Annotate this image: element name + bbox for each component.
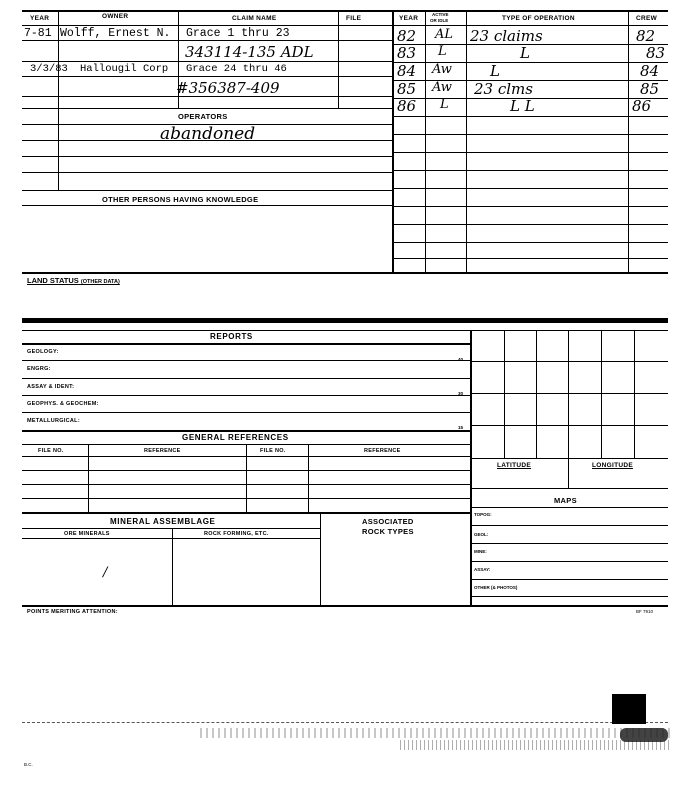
rock-types-label: ROCK TYPES xyxy=(362,527,414,536)
activity-row-4-status: Aw xyxy=(432,80,452,95)
activity-row-1-status: AL xyxy=(435,27,454,42)
scan-block xyxy=(612,694,646,724)
reports-num-40: 40 xyxy=(458,357,464,362)
activity-row-3-status: Aw xyxy=(432,62,452,77)
claim-row-3-year: 3/3/83 xyxy=(30,63,68,75)
other-persons-label: OTHER PERSONS HAVING KNOWLEDGE xyxy=(102,195,259,204)
ref-file-no-2: FILE NO. xyxy=(260,448,286,454)
report-geology: GEOLOGY: xyxy=(27,349,59,355)
activity-year-header: YEAR xyxy=(399,15,419,22)
activity-row-2-crew: 83 xyxy=(646,44,666,62)
activity-row-2-status: L xyxy=(438,44,447,59)
longitude-label: LONGITUDE xyxy=(592,462,633,469)
operators-note: abandoned xyxy=(160,124,256,144)
report-geophys: GEOPHYS. & GEOCHEM: xyxy=(27,401,99,407)
report-assay: ASSAY & IDENT: xyxy=(27,384,75,390)
col-year-header: YEAR xyxy=(30,15,50,22)
land-status-label xyxy=(27,276,120,285)
ref-reference-2: REFERENCE xyxy=(364,448,401,454)
col-owner-header: OWNER xyxy=(102,13,129,20)
report-engrg: ENGRG: xyxy=(27,366,51,372)
divider-band xyxy=(22,318,668,323)
activity-row-3-year: 84 xyxy=(397,62,417,80)
activity-row-1-crew: 82 xyxy=(636,27,656,45)
ref-reference-1: REFERENCE xyxy=(144,448,181,454)
ref-file-no-1: FILE NO. xyxy=(38,448,64,454)
activity-row-4-operation: 23 clms xyxy=(474,80,533,98)
claim-row-4-claim: #356387-409 xyxy=(176,79,280,97)
latitude-label: LATITUDE xyxy=(497,462,532,469)
activity-row-5-operation: L L xyxy=(510,97,535,115)
activity-row-2-year: 83 xyxy=(397,44,417,62)
activity-operation-header: TYPE OF OPERATION xyxy=(502,15,575,22)
reports-num-15: 15 xyxy=(458,425,464,430)
activity-row-5-year: 86 xyxy=(397,97,417,115)
activity-row-3-operation: L xyxy=(490,62,500,80)
claim-row-1-owner: Wolff, Ernest N. xyxy=(60,27,171,40)
activity-row-5-status: L xyxy=(440,97,449,112)
activity-row-2-operation: L xyxy=(520,44,530,62)
activity-crew-header: CREW xyxy=(636,15,658,22)
claim-row-1-claim: Grace 1 thru 23 xyxy=(186,27,290,40)
report-metallurgical: METALLURGICAL: xyxy=(27,418,80,424)
activity-row-3-crew: 84 xyxy=(640,62,660,80)
activity-active-header: ACTIVE xyxy=(432,12,449,17)
form-number: BF 7910 xyxy=(636,609,654,614)
map-geol: GEOL: xyxy=(474,532,489,537)
claim-row-2-claim: 343114-135 ADL xyxy=(185,43,314,61)
mineral-assemblage-title: MINERAL ASSEMBLAGE xyxy=(110,517,216,526)
general-references-title: GENERAL REFERENCES xyxy=(182,433,289,442)
points-meriting-attention: POINTS MERITING ATTENTION: xyxy=(27,609,118,615)
corner-mark: B.C. xyxy=(24,762,33,767)
activity-row-1-operation: 23 claims xyxy=(470,27,543,45)
map-topog: TOPOG: xyxy=(474,512,492,517)
land-status-text: LAND STATUS xyxy=(27,276,79,285)
reports-title: REPORTS xyxy=(210,332,253,341)
claim-row-3-owner: Hallougil Corp xyxy=(80,63,169,75)
map-other: OTHER (& PHOTOS) xyxy=(474,585,518,590)
map-assay: ASSAY: xyxy=(474,567,491,572)
rock-forming-label: ROCK FORMING, ETC. xyxy=(204,531,269,537)
associated-label: ASSOCIATED xyxy=(362,517,414,526)
claim-row-1-year: 7-81 xyxy=(24,27,52,40)
land-status-sub: (OTHER DATA) xyxy=(80,279,120,285)
ore-minerals-label: ORE MINERALS xyxy=(64,531,110,537)
activity-row-5-crew: 86 xyxy=(632,97,652,115)
ore-mark: / xyxy=(103,565,108,580)
col-claim-name-header: CLAIM NAME xyxy=(232,15,277,22)
activity-row-1-year: 82 xyxy=(397,27,417,45)
activity-idle-header: OR IDLE xyxy=(430,18,449,23)
col-file-header: FILE xyxy=(346,15,362,22)
operators-label: OPERATORS xyxy=(178,112,228,121)
claim-row-3-claim: Grace 24 thru 46 xyxy=(186,63,287,75)
map-mine: MINE: xyxy=(474,549,487,554)
activity-row-4-crew: 85 xyxy=(640,80,660,98)
reports-num-30: 30 xyxy=(458,391,464,396)
maps-title: MAPS xyxy=(554,496,577,505)
activity-row-4-year: 85 xyxy=(397,80,417,98)
